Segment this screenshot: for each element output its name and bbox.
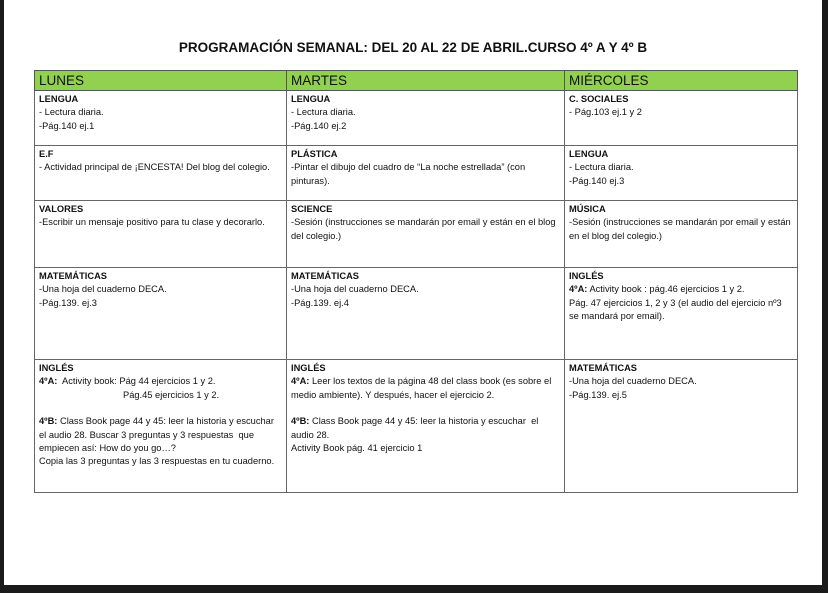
- subject-label: LENGUA: [39, 94, 79, 104]
- subject-label: C. SOCIALES: [569, 94, 629, 104]
- task-line: [291, 415, 560, 442]
- schedule-cell: [565, 201, 798, 268]
- task-line: Pág.45 ejercicios 1 y 2.: [123, 389, 220, 400]
- page-title: PROGRAMACIÓN SEMANAL: DEL 20 AL 22 DE ABRIL.CURSO 4º A Y 4º B: [178, 40, 648, 55]
- task-line: -Escribir un mensaje positivo para tu clase y decorarlo.: [39, 217, 265, 228]
- task-line: -Sesión (instrucciones se mandarán por email y están en el blog del colegio.): [569, 217, 791, 241]
- subject-label: MATEMÁTICAS: [39, 271, 107, 281]
- schedule-cell: [35, 91, 287, 146]
- subject-label: INGLÉS: [291, 363, 326, 373]
- group-label-4b: 4ºB:: [291, 416, 310, 427]
- subject-label: E.F: [39, 149, 54, 159]
- task-line: -Una hoja del cuaderno DECA.: [569, 376, 697, 387]
- task-line: [569, 283, 793, 296]
- task-line: -Pág.139. ej.3: [39, 297, 97, 308]
- schedule-cell: [287, 268, 565, 360]
- task-line: -Pág.140 ej.1: [39, 120, 95, 131]
- subject-label: INGLÉS: [39, 363, 74, 373]
- schedule-cell: [565, 146, 798, 201]
- schedule-cell: [35, 146, 287, 201]
- task-line: - Lectura diaria.: [291, 107, 356, 118]
- schedule-cell: [287, 360, 565, 493]
- task-line: Activity Book pág. 41 ejercicio 1: [291, 443, 423, 454]
- task-line: [39, 415, 282, 455]
- task-line: -Pág.139. ej.4: [291, 297, 349, 308]
- group-label-4a: 4ºA:: [39, 376, 58, 387]
- table-row: [35, 268, 798, 360]
- group-label-4a: 4ºA:: [569, 284, 588, 295]
- schedule-cell: [287, 201, 565, 268]
- subject-label: VALORES: [39, 204, 84, 214]
- subject-label: MÚSICA: [569, 204, 606, 214]
- task-line: - Lectura diaria.: [39, 107, 104, 118]
- task-line: -Una hoja del cuaderno DECA.: [39, 284, 167, 295]
- subject-label: MATEMÁTICAS: [291, 271, 359, 281]
- header-lunes: LUNES: [35, 71, 287, 91]
- header-row: [35, 71, 798, 91]
- table-row: [35, 360, 798, 493]
- spacer: [291, 402, 560, 415]
- group-label-4a: 4ºA:: [291, 376, 310, 387]
- schedule-cell: [565, 268, 798, 360]
- group-label-4b: 4ºB:: [39, 416, 58, 427]
- task-line: -Pág.140 ej.3: [569, 175, 625, 186]
- schedule-cell: [35, 201, 287, 268]
- task-text: Activity book : pág.46 ejercicios 1 y 2.: [587, 284, 745, 295]
- task-line: -Sesión (instrucciones se mandarán por email y están en el blog del colegio.): [291, 217, 556, 241]
- schedule-cell: [35, 360, 287, 493]
- task-line: - Actividad principal de ¡ENCESTA! Del blog del colegio.: [39, 162, 270, 173]
- header-miercoles: MIÉRCOLES: [565, 71, 798, 91]
- schedule-cell: [565, 360, 798, 493]
- task-line: -Pág.140 ej.2: [291, 120, 347, 131]
- schedule-cell: [287, 146, 565, 201]
- task-line: - Lectura diaria.: [569, 162, 634, 173]
- task-line: [39, 375, 282, 388]
- subject-label: LENGUA: [291, 94, 331, 104]
- spacer: [39, 402, 282, 415]
- subject-label: LENGUA: [569, 149, 609, 159]
- task-line: -Una hoja del cuaderno DECA.: [291, 284, 419, 295]
- table-row: [35, 201, 798, 268]
- task-text: Class Book page 44 y 45: leer la historia y escuchar el audio 28. Buscar 3 preguntas y 3 respuestas que empiecen así: How do you go…?: [39, 416, 277, 454]
- schedule-cell: [565, 91, 798, 146]
- task-line: - Pág.103 ej.1 y 2: [569, 107, 642, 118]
- table-row: [35, 91, 798, 146]
- subject-label: MATEMÁTICAS: [569, 363, 637, 373]
- task-line: Copia las 3 preguntas y las 3 respuestas en tu cuaderno.: [39, 456, 275, 467]
- task-text: Leer los textos de la página 48 del class book (es sobre el medio ambiente). Y después, hacer el ejercicio 2.: [291, 376, 554, 400]
- task-line: Pág. 47 ejercicios 1, 2 y 3 (el audio del ejercicio nº3 se mandará por email).: [569, 297, 782, 322]
- schedule-cell: [35, 268, 287, 360]
- weekly-schedule-table: [34, 70, 798, 493]
- subject-label: SCIENCE: [291, 204, 333, 214]
- task-text: Class Book page 44 y 45: leer la historia y escuchar el audio 28.: [291, 416, 541, 440]
- task-line: -Pintar el dibujo del cuadro de “La noche estrellada” (con pinturas).: [291, 162, 526, 186]
- subject-label: INGLÉS: [569, 271, 604, 281]
- document-page: [4, 0, 822, 585]
- task-line: -Pág.139. ej.5: [569, 389, 627, 400]
- header-martes: MARTES: [287, 71, 565, 91]
- task-text: Activity book: Pág 44 ejercicios 1 y 2.: [57, 376, 216, 387]
- subject-label: PLÁSTICA: [291, 149, 338, 159]
- task-line: [291, 375, 560, 402]
- table-row: [35, 146, 798, 201]
- schedule-cell: [287, 91, 565, 146]
